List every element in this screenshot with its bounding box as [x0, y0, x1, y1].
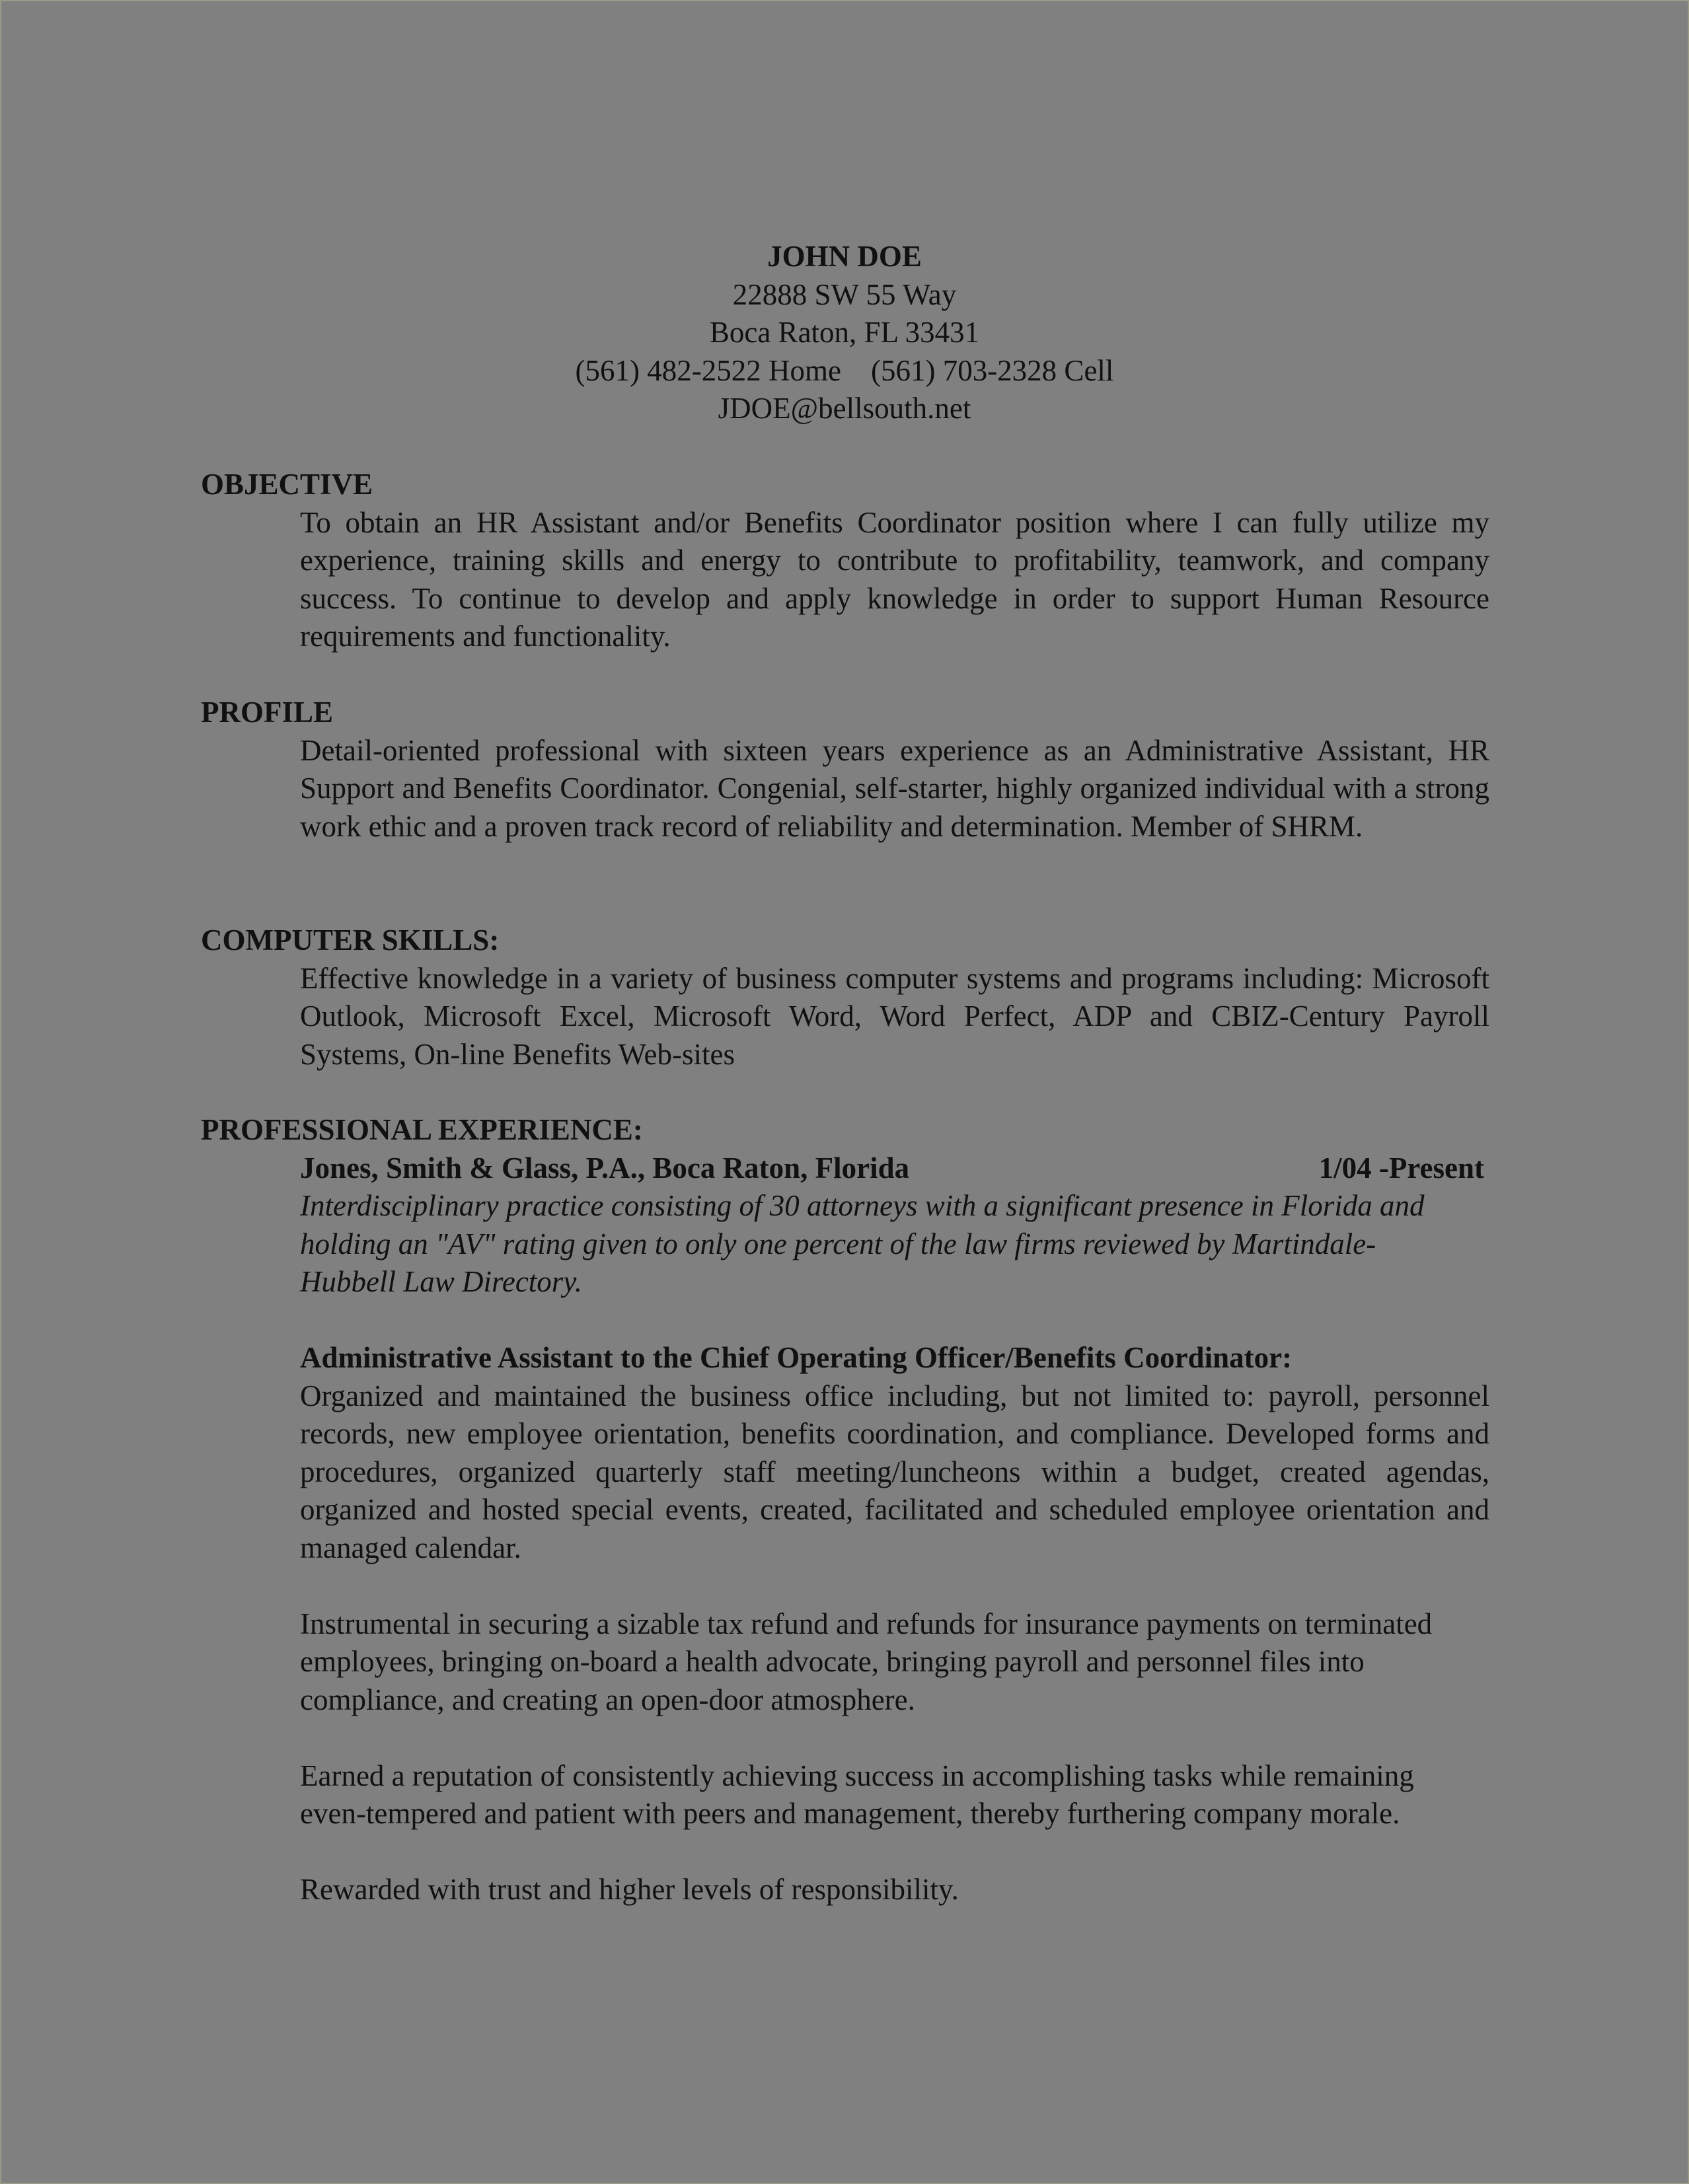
experience-paragraph: Rewarded with trust and higher levels of responsibility.: [300, 1873, 959, 1906]
job-header: [300, 1149, 1484, 1188]
spacer: [300, 1567, 1489, 1605]
experience-section: [201, 1111, 1489, 1909]
experience-paragraph: Instrumental in securing a sizable tax refund and refunds for insurance payments on terminated employees, bringing on-board a health advocate, bringing payroll and personnel files into compliance, and creating an open-door atmosphere.: [300, 1607, 1433, 1716]
objective-text: To obtain an HR Assistant and/or Benefits Coordinator position where I can fully utilize my experience, training skills and energy to contribute to profitability, teamwork, and company success. To continue to develop and apply knowledge in order to support Human Resource requirements and functionality.: [300, 505, 1489, 653]
address-city: Boca Raton, FL 33431: [709, 316, 980, 349]
spacer: [300, 1719, 1489, 1757]
employer-description: Interdisciplinary practice consisting of 30 attorneys with a significant presence in Florida and holding an "AV" rating given to only one percent of the law firms reviewed by Martindale-Hubbell Law Directory.: [300, 1189, 1425, 1298]
phone-numbers: (561) 482-2522 Home (561) 703-2328 Cell: [575, 353, 1114, 387]
role-title: Administrative Assistant to the Chief Operating Officer/Benefits Coordinator:: [300, 1341, 1293, 1374]
experience-body: [300, 1149, 1489, 1909]
objective-heading: OBJECTIVE: [201, 468, 373, 501]
job-dates: 1/04 -Present: [1318, 1151, 1484, 1184]
computer-skills-section: [201, 922, 1489, 1074]
profile-heading: PROFILE: [201, 696, 334, 729]
address-street: 22888 SW 55 Way: [732, 277, 957, 311]
experience-paragraph: Organized and maintained the business office including, but not limited to: payroll, personnel records, new employee orientation, benefits coordination, and compliance. Developed forms and procedures, organized quarterly staff meeting/luncheons within a budget, created agendas, organized and hosted special events, created, facilitated and scheduled employee orientation and managed calendar.: [300, 1379, 1489, 1564]
resume-header: [0, 238, 1689, 428]
employer-name: Jones, Smith & Glass, P.A., Boca Raton, Florida: [300, 1151, 910, 1184]
spacer: [300, 1833, 1489, 1872]
profile-section: [201, 694, 1489, 846]
experience-heading: PROFESSIONAL EXPERIENCE:: [201, 1113, 643, 1146]
experience-paragraph: Earned a reputation of consistently achieving success in accomplishing tasks while remaining even-tempered and patient with peers and management, thereby furthering company morale.: [300, 1759, 1414, 1830]
computer-skills-heading: COMPUTER SKILLS:: [201, 924, 500, 957]
spacer: [300, 1301, 1489, 1340]
objective-section: [201, 466, 1489, 656]
computer-skills-text: Effective knowledge in a variety of business computer systems and programs including: Microsoft Outlook, Microsoft Excel, Microsoft Word, Word Perfect, ADP and CBIZ-Century Payroll Systems, On-line Benefits Web-sites: [300, 961, 1489, 1071]
email-address: JDOE@bellsouth.net: [718, 392, 971, 425]
profile-text: Detail-oriented professional with sixteen years experience as an Administrative Assistant, HR Support and Benefits Coordinator. Congenial, self-starter, highly organized individual with a strong work ethic and a proven track record of reliability and determination. Member of SHRM.: [300, 733, 1489, 843]
candidate-name: JOHN DOE: [767, 240, 922, 273]
